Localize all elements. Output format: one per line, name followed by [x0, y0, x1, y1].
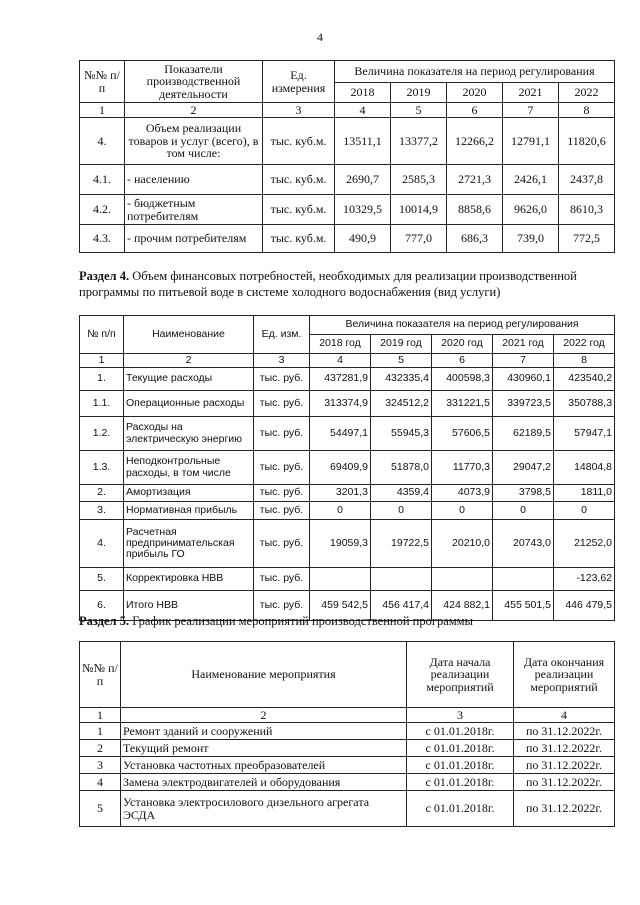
row-value: 455 501,5: [493, 591, 554, 621]
row-name: - населению: [125, 165, 263, 195]
row-value: 13377,2: [391, 118, 447, 165]
header-year: 2020: [447, 83, 503, 103]
row-value: [432, 568, 493, 591]
row-value: 2426,1: [503, 165, 559, 195]
row-value: 331221,5: [432, 391, 493, 417]
row-name: Нормативная прибыль: [124, 502, 254, 520]
row-value: 437281,9: [310, 368, 371, 391]
row-value: 2690,7: [335, 165, 391, 195]
column-numbers-row: [80, 708, 615, 723]
row-value: 21252,0: [554, 520, 615, 568]
row-value: 55945,3: [371, 417, 432, 451]
row-name: - бюджетным потребителям: [125, 195, 263, 225]
header-value: Величина показателя на период регулирования: [310, 316, 615, 335]
table-row: [80, 118, 615, 165]
row-value: 3201,3: [310, 485, 371, 502]
table-row: [80, 165, 615, 195]
table-row: [80, 225, 615, 253]
col-num: 7: [493, 354, 554, 368]
col-num: 8: [559, 103, 615, 118]
row-name: Ремонт зданий и сооружений: [121, 723, 407, 740]
row-name: - прочим потребителям: [125, 225, 263, 253]
row-value: 459 542,5: [310, 591, 371, 621]
row-value: 69409,9: [310, 451, 371, 485]
row-value: 430960,1: [493, 368, 554, 391]
col-num: 5: [391, 103, 447, 118]
row-num: 1.2.: [80, 417, 124, 451]
row-unit: тыс. руб.: [254, 417, 310, 451]
row-num: 4.: [80, 520, 124, 568]
row-value: 8610,3: [559, 195, 615, 225]
row-end: по 31.12.2022г.: [514, 757, 615, 774]
row-num: 4.1.: [80, 165, 125, 195]
table-row: [80, 568, 615, 591]
row-value: 400598,3: [432, 368, 493, 391]
col-num: 5: [371, 354, 432, 368]
row-unit: тыс. куб.м.: [263, 165, 335, 195]
row-value: 19059,3: [310, 520, 371, 568]
row-value: [493, 568, 554, 591]
row-num: 1.3.: [80, 451, 124, 485]
header-num: №№ п/п: [80, 642, 121, 708]
row-end: по 31.12.2022г.: [514, 723, 615, 740]
col-num: 1: [80, 354, 124, 368]
table-row: [80, 391, 615, 417]
row-num: 3: [80, 757, 121, 774]
header-year: 2021 год: [493, 335, 554, 354]
table-row: [80, 485, 615, 502]
row-value: 0: [554, 502, 615, 520]
row-value: 29047,2: [493, 451, 554, 485]
row-value: 3798,5: [493, 485, 554, 502]
table-row: [80, 791, 615, 827]
row-value: 20743,0: [493, 520, 554, 568]
col-num: 8: [554, 354, 615, 368]
row-value: 0: [432, 502, 493, 520]
row-start: с 01.01.2018г.: [407, 740, 514, 757]
header-name: Наименование: [124, 316, 254, 354]
row-value: 62189,5: [493, 417, 554, 451]
row-value: [371, 568, 432, 591]
header-unit: Ед. измерения: [263, 61, 335, 103]
row-value: 13511,1: [335, 118, 391, 165]
row-name: Объем реализации товаров и услуг (всего), в том числе:: [125, 118, 263, 165]
table-row: [80, 195, 615, 225]
table-row: [80, 368, 615, 391]
col-num: 1: [80, 103, 125, 118]
row-value: 456 417,4: [371, 591, 432, 621]
row-name: Амортизация: [124, 485, 254, 502]
table-row: [80, 774, 615, 791]
row-value: 777,0: [391, 225, 447, 253]
row-start: с 01.01.2018г.: [407, 723, 514, 740]
table-row: [80, 417, 615, 451]
header-unit: Ед. изм.: [254, 316, 310, 354]
row-unit: тыс. руб.: [254, 520, 310, 568]
row-unit: тыс. руб.: [254, 591, 310, 621]
section-5-heading: [79, 614, 629, 630]
row-num: 1.: [80, 368, 124, 391]
row-num: 3.: [80, 502, 124, 520]
row-num: 4.3.: [80, 225, 125, 253]
header-indicator: Показатели производственной деятельности: [125, 61, 263, 103]
row-value: 4359,4: [371, 485, 432, 502]
row-value: 339723,5: [493, 391, 554, 417]
row-value: 19722,5: [371, 520, 432, 568]
col-num: 4: [310, 354, 371, 368]
row-unit: тыс. руб.: [254, 451, 310, 485]
row-num: 5.: [80, 568, 124, 591]
row-name: Расчетная предпринимательская прибыль ГО: [124, 520, 254, 568]
row-value: 313374,9: [310, 391, 371, 417]
table-row: [80, 502, 615, 520]
row-unit: тыс. куб.м.: [263, 225, 335, 253]
row-value: 8858,6: [447, 195, 503, 225]
row-unit: тыс. куб.м.: [263, 195, 335, 225]
row-end: по 31.12.2022г.: [514, 740, 615, 757]
financial-needs-table: [79, 315, 615, 621]
row-value: 424 882,1: [432, 591, 493, 621]
row-value: 0: [371, 502, 432, 520]
col-num: 6: [447, 103, 503, 118]
row-value: 20210,0: [432, 520, 493, 568]
col-num: 2: [124, 354, 254, 368]
row-name: Итого НВВ: [124, 591, 254, 621]
row-value: 10329,5: [335, 195, 391, 225]
col-num: 1: [80, 708, 121, 723]
row-value: 12791,1: [503, 118, 559, 165]
row-value: 350788,3: [554, 391, 615, 417]
row-value: 4073,9: [432, 485, 493, 502]
schedule-table: [79, 641, 615, 827]
header-year: 2018: [335, 83, 391, 103]
row-value: 54497,1: [310, 417, 371, 451]
header-year: 2019 год: [371, 335, 432, 354]
row-num: 1: [80, 723, 121, 740]
table-row: [80, 757, 615, 774]
row-value: 2585,3: [391, 165, 447, 195]
row-value: 11770,3: [432, 451, 493, 485]
header-end-date: Дата окончания реализации мероприятий: [514, 642, 615, 708]
header-year: 2019: [391, 83, 447, 103]
section-4-text: Объем финансовых потребностей, необходимых для реализации производственной программы по питьевой воде в системе холодного водоснабжения (вид услуги): [79, 269, 577, 299]
column-numbers-row: [80, 354, 615, 368]
row-value: 14804,8: [554, 451, 615, 485]
header-year: 2022: [559, 83, 615, 103]
col-num: 2: [121, 708, 407, 723]
col-num: 2: [125, 103, 263, 118]
row-end: по 31.12.2022г.: [514, 774, 615, 791]
row-name: Текущие расходы: [124, 368, 254, 391]
row-value: 1811,0: [554, 485, 615, 502]
header-year: 2018 год: [310, 335, 371, 354]
row-start: с 01.01.2018г.: [407, 757, 514, 774]
row-value: 423540,2: [554, 368, 615, 391]
row-start: с 01.01.2018г.: [407, 791, 514, 827]
row-unit: тыс. руб.: [254, 502, 310, 520]
row-name: Операционные расходы: [124, 391, 254, 417]
row-num: 2: [80, 740, 121, 757]
row-name: Расходы на электрическую энергию: [124, 417, 254, 451]
header-start-date: Дата начала реализации мероприятий: [407, 642, 514, 708]
row-unit: тыс. руб.: [254, 485, 310, 502]
row-end: по 31.12.2022г.: [514, 791, 615, 827]
row-value: 57606,5: [432, 417, 493, 451]
col-num: 7: [503, 103, 559, 118]
row-name: Установка частотных преобразователей: [121, 757, 407, 774]
section-5-text: График реализации мероприятий производственной программы: [132, 614, 473, 628]
row-name: Корректировка НВВ: [124, 568, 254, 591]
section-4-heading: [79, 269, 629, 300]
row-value: 772,5: [559, 225, 615, 253]
col-num: 3: [263, 103, 335, 118]
row-unit: тыс. руб.: [254, 368, 310, 391]
table-row: [80, 451, 615, 485]
row-num: 4.: [80, 118, 125, 165]
header-year: 2021: [503, 83, 559, 103]
row-value: 9626,0: [503, 195, 559, 225]
row-unit: тыс. куб.м.: [263, 118, 335, 165]
header-year: 2022 год: [554, 335, 615, 354]
row-value: 0: [493, 502, 554, 520]
production-indicators-table: [79, 60, 615, 253]
col-num: 4: [514, 708, 615, 723]
row-value: 12266,2: [447, 118, 503, 165]
col-num: 6: [432, 354, 493, 368]
table-row: [80, 520, 615, 568]
row-value: 2437,8: [559, 165, 615, 195]
row-value: 324512,2: [371, 391, 432, 417]
table-row: [80, 723, 615, 740]
row-name: Неподконтрольные расходы, в том числе: [124, 451, 254, 485]
col-num: 3: [254, 354, 310, 368]
row-num: 5: [80, 791, 121, 827]
col-num: 3: [407, 708, 514, 723]
header-activity: Наименование мероприятия: [121, 642, 407, 708]
row-unit: тыс. руб.: [254, 568, 310, 591]
row-name: Замена электродвигателей и оборудования: [121, 774, 407, 791]
section-5-label: Раздел 5.: [79, 614, 130, 628]
row-start: с 01.01.2018г.: [407, 774, 514, 791]
row-value: 432335,4: [371, 368, 432, 391]
header-year: 2020 год: [432, 335, 493, 354]
row-num: 2.: [80, 485, 124, 502]
row-value: 490,9: [335, 225, 391, 253]
header-num: №№ п/п: [80, 61, 125, 103]
col-num: 4: [335, 103, 391, 118]
row-unit: тыс. руб.: [254, 391, 310, 417]
row-value: 51878,0: [371, 451, 432, 485]
row-value: [310, 568, 371, 591]
header-num: № п/п: [80, 316, 124, 354]
row-value: 0: [310, 502, 371, 520]
row-name: Текущий ремонт: [121, 740, 407, 757]
page-number: 4: [317, 30, 323, 44]
row-value: 686,3: [447, 225, 503, 253]
table-row: [80, 740, 615, 757]
header-value: Величина показателя на период регулирования: [335, 61, 615, 83]
row-num: 4.2.: [80, 195, 125, 225]
row-value: 446 479,5: [554, 591, 615, 621]
row-value: 57947,1: [554, 417, 615, 451]
row-num: 1.1.: [80, 391, 124, 417]
column-numbers-row: [80, 103, 615, 118]
row-value: 11820,6: [559, 118, 615, 165]
row-value: 2721,3: [447, 165, 503, 195]
row-name: Установка электросилового дизельного агрегата ЭСДА: [121, 791, 407, 827]
row-value: 739,0: [503, 225, 559, 253]
section-4-label: Раздел 4.: [79, 269, 130, 283]
row-value: 10014,9: [391, 195, 447, 225]
row-num: 4: [80, 774, 121, 791]
row-value: -123,62: [554, 568, 615, 591]
row-num: 6.: [80, 591, 124, 621]
